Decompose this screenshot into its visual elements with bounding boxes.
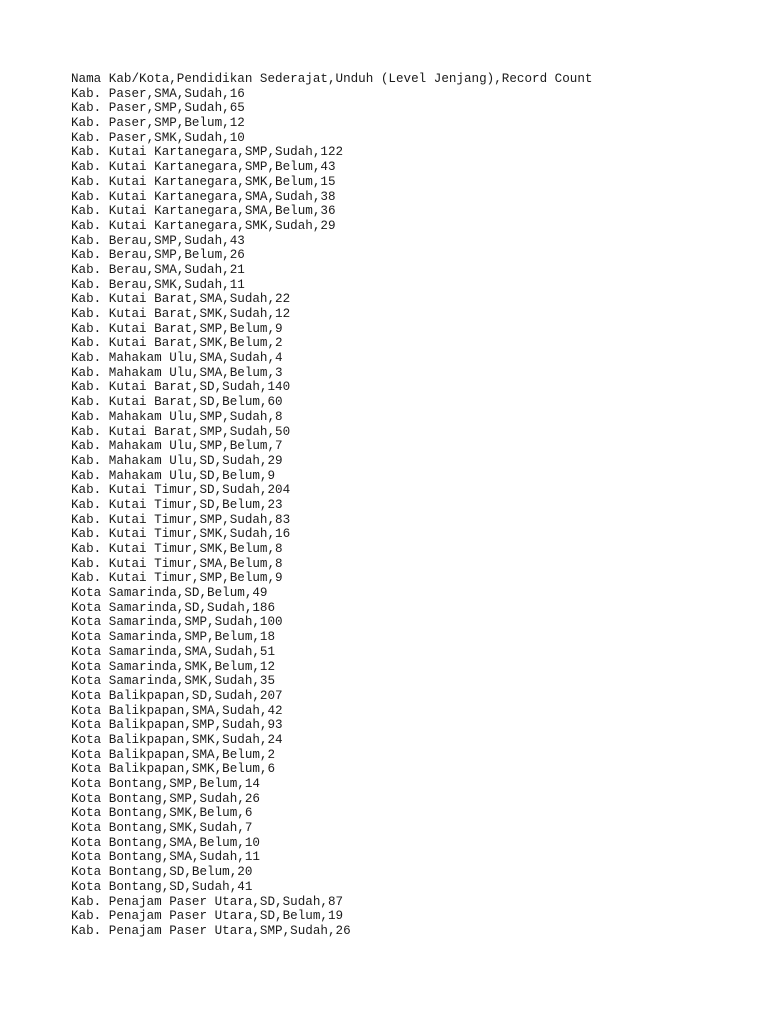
csv-data-line: Kab. Paser,SMP,Sudah,65	[71, 101, 245, 116]
csv-data-line: Kab. Kutai Kartanegara,SMP,Sudah,122	[71, 145, 344, 160]
csv-data-line: Kota Bontang,SD,Sudah,41	[71, 879, 253, 894]
csv-data-line: Kab. Kutai Timur,SMP,Sudah,83	[71, 512, 291, 527]
csv-data-line: Kab. Kutai Timur,SMK,Sudah,16	[71, 527, 291, 542]
csv-data-line: Kab. Paser,SMK,Sudah,10	[71, 130, 245, 145]
csv-data-line: Kota Bontang,SMK,Sudah,7	[71, 821, 253, 836]
csv-data-line: Kota Samarinda,SMK,Sudah,35	[71, 674, 276, 689]
csv-data-line: Kota Bontang,SD,Belum,20	[71, 865, 253, 880]
csv-data-line: Kab. Kutai Kartanegara,SMA,Belum,36	[71, 204, 336, 219]
csv-data-line: Kab. Berau,SMA,Sudah,21	[71, 262, 245, 277]
csv-data-line: Kab. Kutai Timur,SMK,Belum,8	[71, 542, 283, 556]
csv-data-line: Kota Bontang,SMP,Sudah,26	[71, 791, 260, 806]
csv-data-line: Kab. Kutai Kartanegara,SMK,Sudah,29	[71, 218, 336, 233]
csv-data-line: Kota Bontang,SMP,Belum,14	[71, 777, 260, 791]
csv-data-line: Kab. Penajam Paser Utara,SMP,Sudah,26	[71, 923, 351, 938]
csv-data-line: Kota Samarinda,SMK,Belum,12	[71, 659, 276, 674]
csv-data-line: Kota Balikpapan,SMA,Belum,2	[71, 747, 276, 762]
csv-data-line: Kab. Paser,SMA,Sudah,16	[71, 86, 245, 101]
csv-data-line: Kab. Mahakam Ulu,SMP,Sudah,8	[71, 409, 283, 424]
csv-data-line: Kab. Kutai Barat,SMP,Sudah,50	[71, 424, 291, 439]
csv-data-line: Kab. Kutai Barat,SD,Sudah,140	[71, 380, 291, 395]
csv-data-line: Kota Balikpapan,SMA,Sudah,42	[71, 703, 283, 718]
csv-data-line: Kab. Mahakam Ulu,SD,Belum,9	[71, 468, 276, 483]
csv-data-line: Kab. Penajam Paser Utara,SD,Sudah,87	[71, 894, 344, 909]
csv-data-line: Kab. Mahakam Ulu,SMA,Sudah,4	[71, 351, 283, 366]
csv-data-line: Kab. Mahakam Ulu,SMP,Belum,7	[71, 439, 283, 454]
csv-data-line: Kota Balikpapan,SMK,Sudah,24	[71, 732, 283, 747]
csv-data-line: Kab. Kutai Barat,SMK,Belum,2	[71, 336, 283, 351]
csv-data-line: Kab. Kutai Barat,SD,Belum,60	[71, 395, 283, 410]
csv-data-line: Kota Bontang,SMA,Belum,10	[71, 835, 260, 850]
csv-text-block	[71, 72, 592, 939]
csv-data-line: Kab. Mahakam Ulu,SMA,Belum,3	[71, 365, 283, 380]
csv-data-line: Kota Samarinda,SD,Sudah,186	[71, 600, 276, 615]
csv-data-line: Kota Balikpapan,SD,Sudah,207	[71, 688, 283, 703]
csv-data-line: Kota Samarinda,SMP,Belum,18	[71, 630, 276, 645]
csv-data-line: Kab. Kutai Kartanegara,SMA,Sudah,38	[71, 189, 336, 204]
csv-data-line: Kab. Kutai Timur,SD,Sudah,204	[71, 483, 291, 498]
csv-data-line: Kab. Kutai Kartanegara,SMP,Belum,43	[71, 160, 336, 175]
csv-data-line: Kab. Berau,SMP,Belum,26	[71, 248, 245, 263]
csv-data-line: Kota Samarinda,SMP,Sudah,100	[71, 615, 283, 630]
csv-data-line: Kab. Berau,SMK,Sudah,11	[71, 277, 245, 292]
csv-data-line: Kota Samarinda,SMA,Sudah,51	[71, 644, 276, 659]
csv-data-line: Kab. Kutai Barat,SMA,Sudah,22	[71, 292, 291, 307]
csv-data-line: Kab. Kutai Timur,SMA,Belum,8	[71, 556, 283, 571]
csv-data-line: Kota Bontang,SMA,Sudah,11	[71, 850, 260, 865]
csv-data-line: Kab. Berau,SMP,Sudah,43	[71, 233, 245, 248]
csv-data-line: Kab. Kutai Barat,SMK,Sudah,12	[71, 307, 291, 321]
csv-data-line: Kab. Kutai Kartanegara,SMK,Belum,15	[71, 174, 336, 189]
csv-data-line: Kota Balikpapan,SMP,Sudah,93	[71, 718, 283, 733]
csv-data-line: Kab. Penajam Paser Utara,SD,Belum,19	[71, 909, 344, 924]
csv-data-line: Kab. Paser,SMP,Belum,12	[71, 116, 245, 131]
csv-data-line: Kab. Kutai Timur,SD,Belum,23	[71, 497, 283, 512]
csv-data-line: Kab. Mahakam Ulu,SD,Sudah,29	[71, 453, 283, 468]
csv-data-line: Kab. Kutai Barat,SMP,Belum,9	[71, 321, 283, 336]
csv-data-line: Kab. Kutai Timur,SMP,Belum,9	[71, 571, 283, 586]
csv-data-line: Kota Balikpapan,SMK,Belum,6	[71, 762, 276, 777]
csv-header-line: Nama Kab/Kota,Pendidikan Sederajat,Unduh (Level Jenjang),Record Count	[71, 72, 593, 86]
csv-data-line: Kota Samarinda,SD,Belum,49	[71, 586, 268, 601]
csv-data-line: Kota Bontang,SMK,Belum,6	[71, 806, 253, 821]
